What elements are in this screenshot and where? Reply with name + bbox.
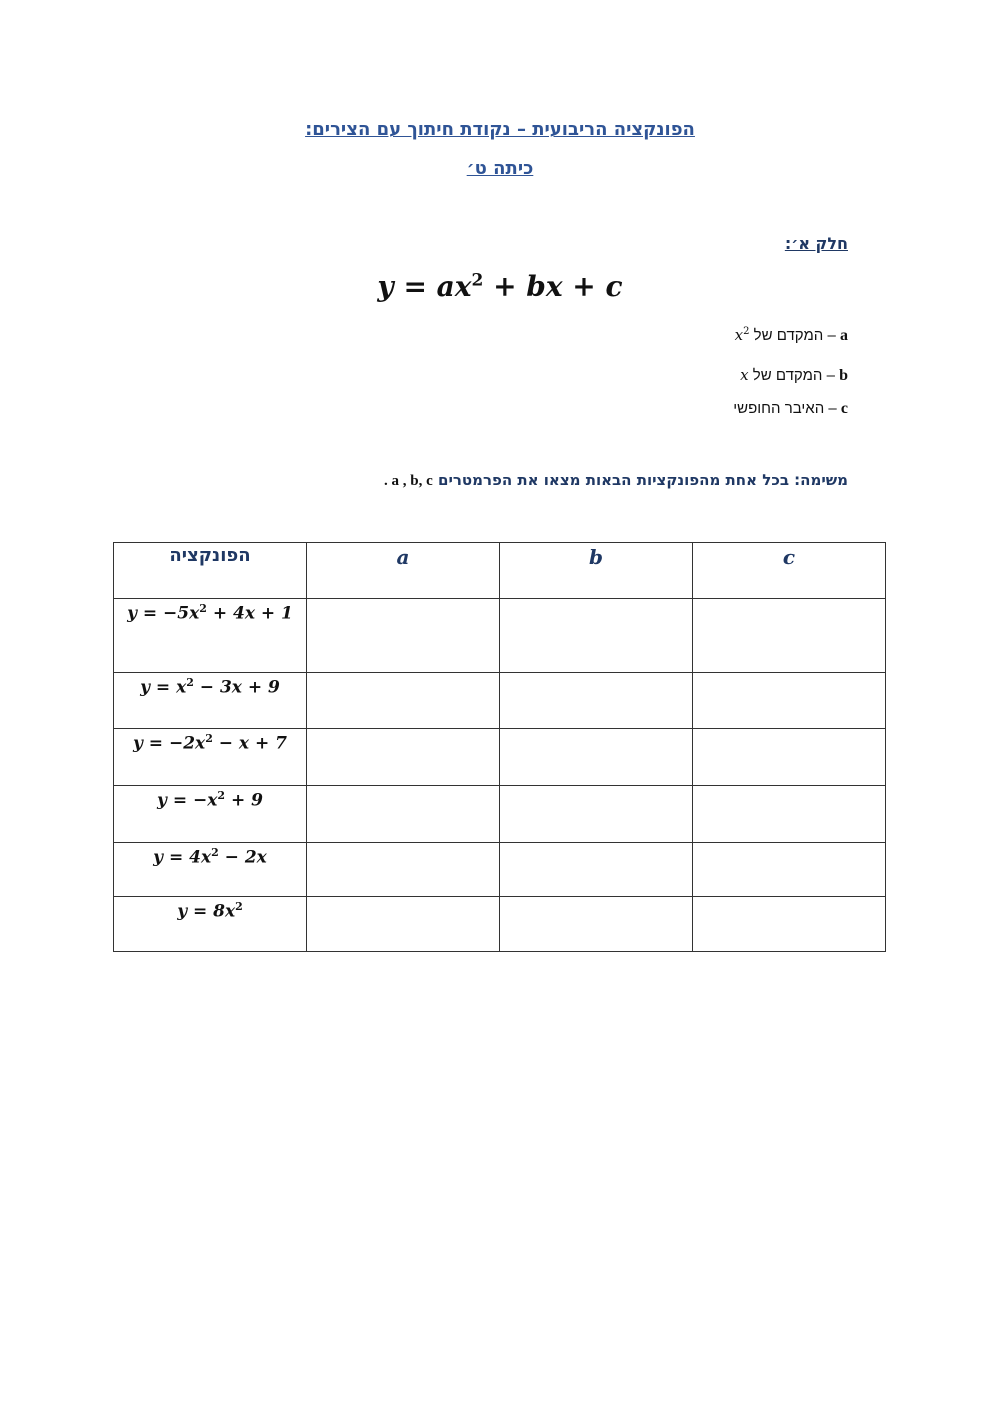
function-part: y = −5x bbox=[127, 603, 200, 624]
function-part: + 9 bbox=[225, 790, 263, 811]
task-instruction bbox=[384, 471, 848, 490]
function-part: y = 8x bbox=[177, 901, 236, 922]
main-formula bbox=[0, 270, 1000, 303]
answer-cell-a[interactable] bbox=[307, 673, 500, 729]
function-cell bbox=[114, 897, 307, 952]
answer-cell-c[interactable] bbox=[693, 786, 886, 843]
task-params: . a , b, c bbox=[384, 473, 433, 489]
parameter-math bbox=[735, 326, 750, 344]
header-b: b bbox=[500, 543, 693, 599]
main-formula-lhs: y = ax bbox=[377, 270, 472, 303]
table-row bbox=[114, 599, 886, 673]
answer-cell-c[interactable] bbox=[693, 729, 886, 786]
parameters-table bbox=[113, 542, 886, 952]
function-exponent: 2 bbox=[186, 676, 194, 689]
parameter-b-line bbox=[740, 366, 848, 385]
grade-subtitle: כיתה ט׳ bbox=[466, 158, 534, 179]
function-part: − x + 7 bbox=[212, 733, 287, 754]
function-cell bbox=[114, 786, 307, 843]
parameter-dash: – bbox=[823, 327, 840, 344]
answer-cell-a[interactable] bbox=[307, 843, 500, 897]
answer-cell-c[interactable] bbox=[693, 897, 886, 952]
parameter-math-exponent: 2 bbox=[743, 326, 750, 337]
answer-cell-a[interactable] bbox=[307, 786, 500, 843]
function-cell bbox=[114, 673, 307, 729]
function-exponent: 2 bbox=[211, 846, 219, 859]
answer-cell-b[interactable] bbox=[500, 729, 693, 786]
table-header-row bbox=[114, 543, 886, 599]
header-function: הפונקציה bbox=[114, 543, 307, 599]
table-row bbox=[114, 729, 886, 786]
task-text: משימה: בכל אחת מהפונקציות הבאות מצאו את הפרמטרים bbox=[438, 471, 848, 489]
function-part: y = −2x bbox=[133, 733, 206, 754]
function-exponent: 2 bbox=[235, 900, 243, 913]
answer-cell-c[interactable] bbox=[693, 599, 886, 673]
parameter-math-var: x bbox=[734, 326, 744, 344]
function-cell bbox=[114, 843, 307, 897]
answer-cell-b[interactable] bbox=[500, 897, 693, 952]
table-row bbox=[114, 673, 886, 729]
parameter-letter: b bbox=[839, 367, 848, 384]
function-exponent: 2 bbox=[205, 732, 213, 745]
parameter-description: האיבר החופשי bbox=[733, 400, 825, 417]
function-part: − 2x bbox=[218, 847, 267, 868]
parameter-description: המקדם של bbox=[748, 367, 823, 384]
parameter-a-line bbox=[735, 326, 848, 345]
answer-cell-b[interactable] bbox=[500, 843, 693, 897]
function-exponent: 2 bbox=[217, 789, 226, 802]
function-exponent: 2 bbox=[199, 602, 207, 615]
function-part: y = −x bbox=[157, 790, 218, 811]
function-cell bbox=[114, 599, 307, 673]
table-row bbox=[114, 786, 886, 843]
header-c: c bbox=[693, 543, 886, 599]
section-heading: חלק א׳: bbox=[784, 234, 848, 253]
parameter-math-var: x bbox=[740, 366, 749, 384]
parameter-letter: c bbox=[840, 400, 848, 417]
table-row bbox=[114, 897, 886, 952]
function-part: y = x bbox=[140, 677, 187, 698]
answer-cell-c[interactable] bbox=[693, 843, 886, 897]
table-row bbox=[114, 843, 886, 897]
header-a: a bbox=[307, 543, 500, 599]
answer-cell-c[interactable] bbox=[693, 673, 886, 729]
answer-cell-b[interactable] bbox=[500, 599, 693, 673]
parameter-dash: – bbox=[822, 367, 840, 384]
parameter-dash: – bbox=[824, 400, 841, 417]
main-formula-exponent: 2 bbox=[471, 270, 484, 291]
main-formula-rhs: + bx + c bbox=[483, 270, 623, 303]
function-part: y = 4x bbox=[153, 847, 212, 868]
parameter-letter: a bbox=[840, 327, 848, 344]
answer-cell-a[interactable] bbox=[307, 729, 500, 786]
answer-cell-b[interactable] bbox=[500, 673, 693, 729]
answer-cell-a[interactable] bbox=[307, 599, 500, 673]
worksheet-title: הפונקציה הריבועית – נקודת חיתוך עם הצירים: bbox=[305, 119, 695, 140]
function-part: − 3x + 9 bbox=[193, 677, 280, 698]
answer-cell-b[interactable] bbox=[500, 786, 693, 843]
parameter-description: המקדם של bbox=[749, 327, 824, 344]
function-cell bbox=[114, 729, 307, 786]
function-part: + 4x + 1 bbox=[206, 603, 293, 624]
answer-cell-a[interactable] bbox=[307, 897, 500, 952]
parameter-c-line bbox=[733, 400, 848, 418]
